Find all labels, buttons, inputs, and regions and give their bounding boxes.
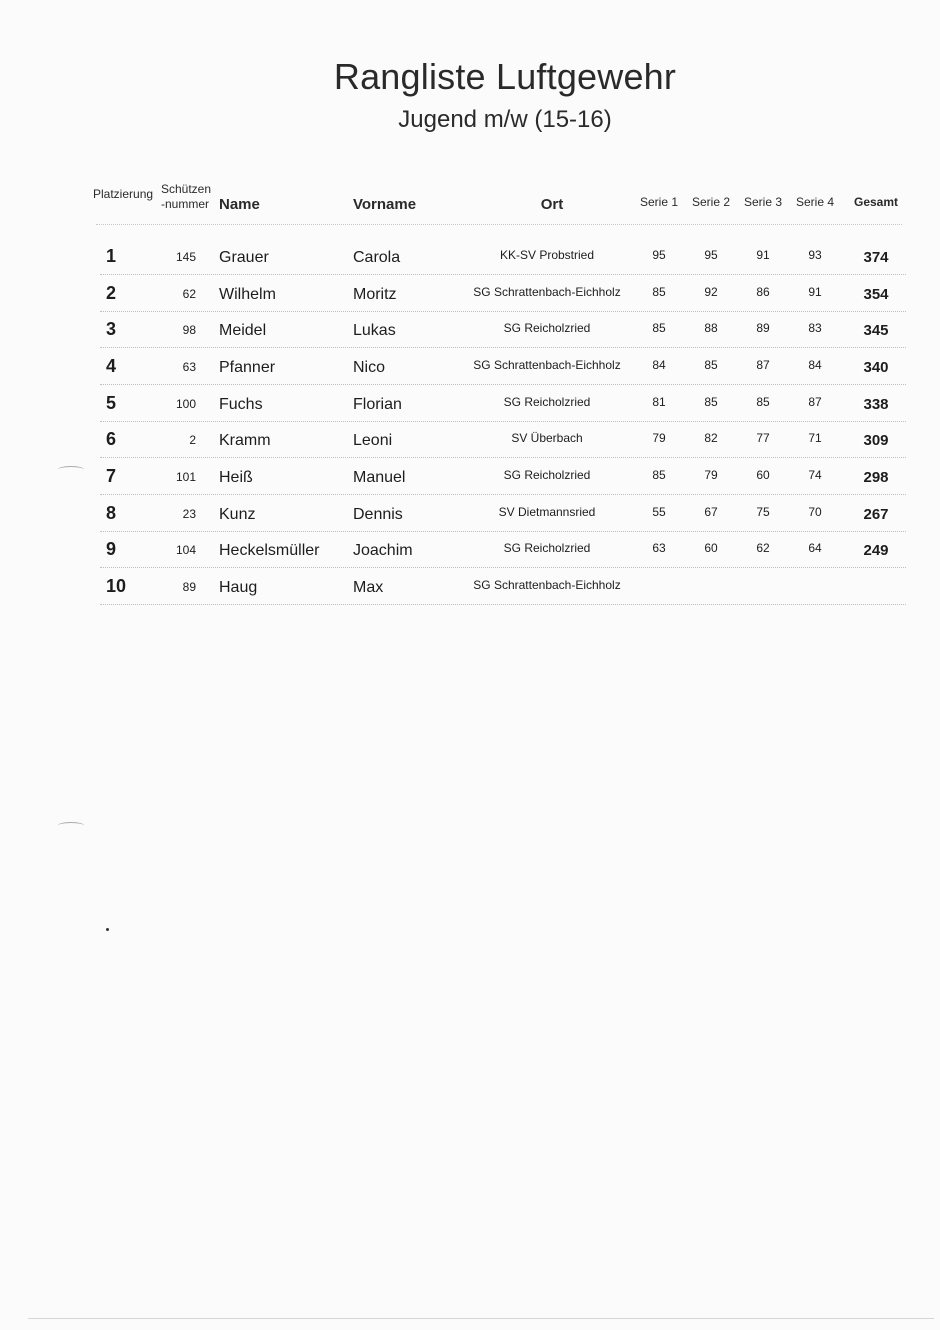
cell-name: Heckelsmüller <box>219 542 320 559</box>
cell-place: 3 <box>106 319 117 339</box>
header-divider <box>96 224 902 225</box>
cell-ort: SG Reicholzried <box>503 468 591 482</box>
cell-vorname: Carola <box>353 249 401 266</box>
cell-gesamt: 340 <box>863 359 889 376</box>
cell-gesamt: 249 <box>863 542 889 559</box>
stray-dot <box>106 928 109 931</box>
page-title: Rangliste Luftgewehr <box>333 56 677 97</box>
cell-ort: SV Dietmannsried <box>498 505 596 519</box>
cell-serie4: 64 <box>808 541 822 555</box>
cell-gesamt: 267 <box>863 506 889 523</box>
cell-place: 6 <box>106 429 117 449</box>
header-serie3: Serie 3 <box>743 195 783 209</box>
cell-shooter-number: 98 <box>182 323 196 337</box>
cell-serie4: 91 <box>808 285 822 299</box>
cell-shooter-number: 62 <box>182 287 196 301</box>
cell-serie1: 84 <box>652 358 666 372</box>
cell-vorname: Florian <box>353 396 402 413</box>
cell-shooter-number: 101 <box>175 470 196 484</box>
table-row <box>100 421 906 458</box>
cell-ort: SG Reicholzried <box>503 541 591 555</box>
cell-serie2: 79 <box>704 468 718 482</box>
table-row <box>100 458 906 495</box>
cell-serie2: 82 <box>704 431 718 445</box>
cell-serie2: 85 <box>704 395 718 409</box>
header-ort: Ort <box>540 196 564 213</box>
cell-place: 5 <box>106 393 117 413</box>
cell-vorname: Lukas <box>353 322 396 339</box>
cell-serie1: 95 <box>652 248 666 262</box>
cell-place: 8 <box>106 503 117 523</box>
cell-shooter-number: 23 <box>182 507 196 521</box>
cell-name: Pfanner <box>219 359 276 376</box>
header-schuetzen-line2: -nummer <box>161 197 210 211</box>
cell-vorname: Nico <box>353 359 386 376</box>
cell-name: Heiß <box>219 469 253 486</box>
cell-name: Kunz <box>219 506 256 523</box>
page-edge-line <box>28 1318 934 1319</box>
cell-serie2: 88 <box>704 321 718 335</box>
cell-vorname: Leoni <box>353 432 393 449</box>
cell-ort: SG Schrattenbach-Eichholz <box>473 358 621 372</box>
cell-serie3: 62 <box>756 541 770 555</box>
cell-ort: KK-SV Probstried <box>499 248 595 262</box>
cell-serie3: 89 <box>756 321 770 335</box>
cell-serie1: 85 <box>652 321 666 335</box>
cell-gesamt: 338 <box>863 396 889 413</box>
table-row <box>100 348 906 385</box>
cell-place: 2 <box>106 283 117 303</box>
cell-vorname: Moritz <box>353 286 397 303</box>
cell-vorname: Dennis <box>353 506 403 523</box>
cell-name: Kramm <box>219 432 271 449</box>
header-serie4: Serie 4 <box>795 195 835 209</box>
cell-vorname: Joachim <box>353 542 413 559</box>
cell-serie3: 91 <box>756 248 770 262</box>
cell-serie3: 60 <box>756 468 770 482</box>
header-vorname: Vorname <box>353 196 417 213</box>
cell-place: 7 <box>106 466 117 486</box>
cell-serie3: 86 <box>756 285 770 299</box>
cell-name: Wilhelm <box>219 286 276 303</box>
cell-name: Meidel <box>219 322 267 339</box>
cell-serie1: 63 <box>652 541 666 555</box>
table-row <box>100 531 906 568</box>
table-row <box>100 568 906 605</box>
cell-serie4: 74 <box>808 468 822 482</box>
cell-place: 4 <box>106 356 117 376</box>
cell-serie2: 85 <box>704 358 718 372</box>
page-subtitle: Jugend m/w (15-16) <box>398 106 612 133</box>
header-gesamt: Gesamt <box>853 195 899 209</box>
cell-gesamt: 354 <box>863 286 889 303</box>
cell-serie3: 87 <box>756 358 770 372</box>
header-name: Name <box>219 196 260 213</box>
cell-serie4: 71 <box>808 431 822 445</box>
cell-serie2: 60 <box>704 541 718 555</box>
table-row <box>100 275 906 312</box>
cell-serie4: 83 <box>808 321 822 335</box>
cell-gesamt: 298 <box>863 469 889 486</box>
cell-ort: SG Reicholzried <box>503 321 591 335</box>
table-row <box>100 238 906 275</box>
cell-serie2: 92 <box>704 285 718 299</box>
cell-name: Haug <box>219 579 258 596</box>
table-row <box>100 495 906 532</box>
cell-place: 10 <box>106 576 127 596</box>
cell-serie3: 85 <box>756 395 770 409</box>
cell-gesamt: 345 <box>863 322 889 339</box>
cell-shooter-number: 100 <box>175 397 196 411</box>
cell-ort: SG Reicholzried <box>503 395 591 409</box>
cell-serie1: 79 <box>652 431 666 445</box>
punch-hole-mark <box>58 822 84 829</box>
cell-name: Grauer <box>219 249 269 266</box>
cell-serie4: 87 <box>808 395 822 409</box>
cell-serie1: 85 <box>652 285 666 299</box>
cell-ort: SG Schrattenbach-Eichholz <box>473 285 621 299</box>
cell-vorname: Manuel <box>353 469 406 486</box>
cell-shooter-number: 63 <box>182 360 196 374</box>
cell-vorname: Max <box>353 579 384 596</box>
cell-serie4: 93 <box>808 248 822 262</box>
header-serie2: Serie 2 <box>691 195 731 209</box>
cell-serie1: 85 <box>652 468 666 482</box>
cell-shooter-number: 104 <box>175 543 196 557</box>
header-schuetzen-line1: Schützen <box>161 182 212 196</box>
cell-gesamt: 309 <box>863 432 889 449</box>
cell-serie1: 81 <box>652 395 666 409</box>
cell-serie2: 95 <box>704 248 718 262</box>
table-row <box>100 385 906 422</box>
cell-place: 9 <box>106 539 117 559</box>
cell-ort: SG Schrattenbach-Eichholz <box>473 578 621 592</box>
cell-serie2: 67 <box>704 505 718 519</box>
header-serie1: Serie 1 <box>639 195 679 209</box>
cell-serie3: 77 <box>756 431 770 445</box>
header-platzierung: Platzierung <box>93 187 154 201</box>
punch-hole-mark <box>58 466 84 473</box>
cell-gesamt: 374 <box>863 249 889 266</box>
cell-serie3: 75 <box>756 505 770 519</box>
cell-serie4: 70 <box>808 505 822 519</box>
cell-shooter-number: 145 <box>175 250 196 264</box>
cell-serie4: 84 <box>808 358 822 372</box>
table-row <box>100 311 906 348</box>
cell-shooter-number: 2 <box>189 433 196 447</box>
cell-place: 1 <box>106 246 117 266</box>
cell-name: Fuchs <box>219 396 263 413</box>
cell-serie1: 55 <box>652 505 666 519</box>
cell-shooter-number: 89 <box>182 580 196 594</box>
cell-ort: SV Überbach <box>511 431 583 445</box>
